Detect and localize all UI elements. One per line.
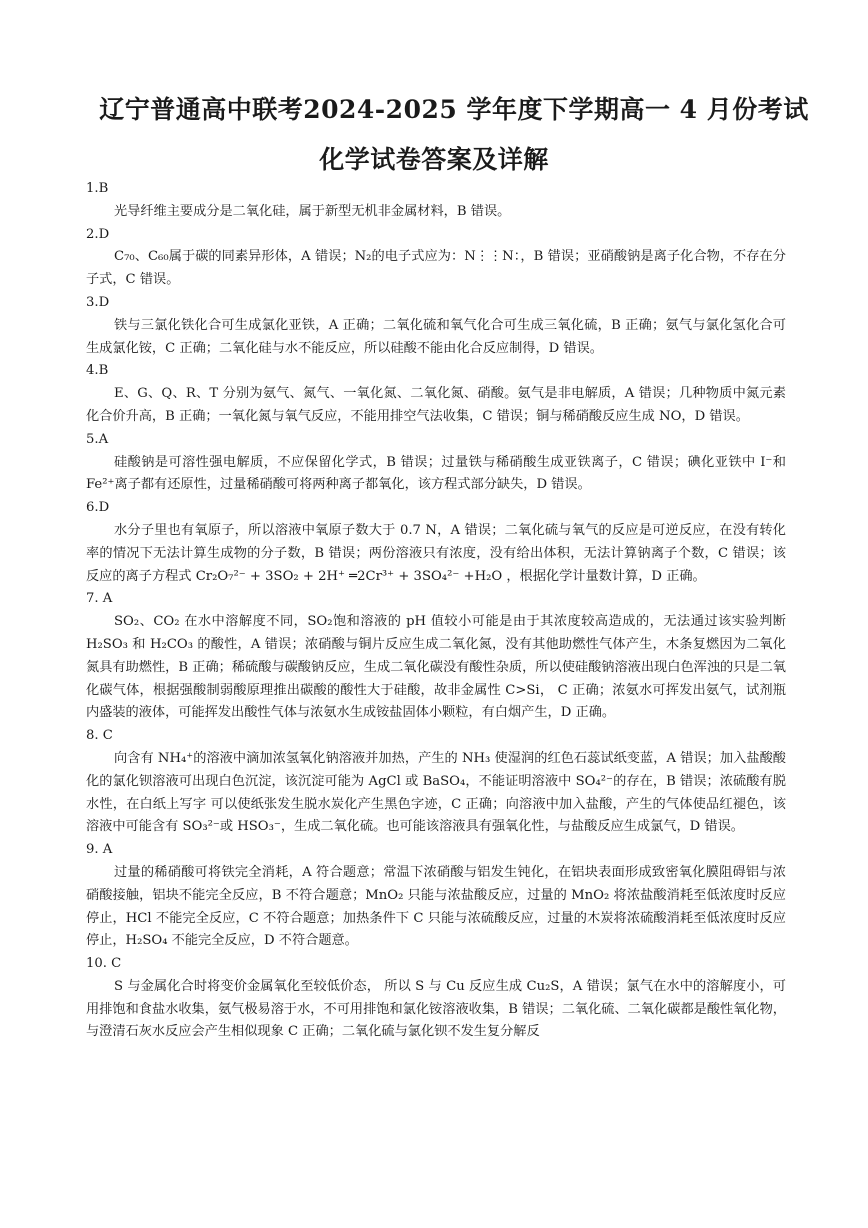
answer-item-2	[86, 224, 786, 292]
answer-number: 7. A	[86, 591, 113, 607]
answer-number: 10. C	[86, 956, 122, 972]
answer-item-7	[86, 588, 786, 725]
answer-item-4	[86, 360, 786, 428]
answer-list	[86, 178, 786, 1044]
document-subtitle: 化学试卷答案及详解	[319, 145, 549, 174]
answer-number: 9. A	[86, 842, 113, 858]
answer-number: 2.D	[86, 226, 110, 242]
answer-item-8	[86, 725, 786, 839]
answer-explanation: 硅酸钠是可溶性强电解质，不应保留化学式，B 错误；过量铁与稀硝酸生成亚铁离子，C 错误；碘化亚铁中 I⁻和 Fe²⁺离子都有还原性，过量稀硝酸可将两种离子都氧化，该方程式部分缺失，D 错误。	[86, 454, 786, 493]
answer-number: 1.B	[86, 181, 109, 196]
answer-number: 8. C	[86, 728, 113, 744]
answer-explanation: E、G、Q、R、T 分别为氨气、氮气、一氧化氮、二氧化氮、硝酸。氨气是非电解质，A 错误；几种物质中氮元素化合价升高，B 正确；一氧化氮与氧气反应，不能用排空气法收集，C 错误；铜与稀硝酸反应生成 NO，D 错误。	[86, 386, 786, 424]
answer-item-6	[86, 497, 786, 588]
answer-item-3	[86, 292, 786, 360]
answer-number: 4.B	[86, 363, 109, 379]
answer-number: 3.D	[86, 294, 110, 310]
answer-explanation: 向含有 NH₄⁺的溶液中滴加浓氢氧化钠溶液并加热，产生的 NH₃ 使湿润的红色石蕊试纸变蓝，A 错误；加入盐酸酸化的氯化钡溶液可出现白色沉淀，该沉淀可能为 AgCl 或 BaSO₄，不能证明溶液中 SO₄²⁻的存在，B 错误；浓硫酸有脱水性，在白纸上写字 可以使纸张发生脱水炭化产生黑色字迹，C 正确；向溶液中加入盐酸，产生的气体使品红褪色，该溶液中可能含有 SO₃²⁻或 HSO₃⁻，生成二氧化硫。也可能该溶液具有强氧化性，与盐酸反应生成氯气，D 错误。	[86, 750, 786, 835]
answer-item-9	[86, 839, 786, 953]
answer-explanation: SO₂、CO₂ 在水中溶解度不同，SO₂饱和溶液的 pH 值较小可能是由于其浓度较高造成的，无法通过该实验判断 H₂SO₃ 和 H₂CO₃ 的酸性，A 错误；浓硝酸与铜片反应生成二氧化氮，没有其他助燃性气体产生，木条复燃因为二氧化氮具有助燃性，B 正确；稀硫酸与碳酸钠反应，生成二氧化碳没有酸性杂质，所以使硅酸钠溶液出现白色浑浊的只是二氧化碳气体，根据强酸制弱酸原理推出碳酸的酸性大于硅酸，故非金属性 C>Si， C 正确；浓氨水可挥发出氨气，试剂瓶内盛装的液体，可能挥发出酸性气体与浓氨水生成铵盐固体小颗粒，有白烟产生，D 正确。	[86, 614, 786, 721]
answer-explanation: 过量的稀硝酸可将铁完全消耗，A 符合题意；常温下浓硝酸与铝发生钝化，在铝块表面形成致密氧化膜阻碍铝与浓硝酸接触，铝块不能完全反应，B 不符合题意；MnO₂ 只能与浓盐酸反应，过量的 MnO₂ 将浓盐酸消耗至低浓度时反应停止，HCl 不能完全反应，C 不符合题意；加热条件下 C 只能与浓硫酸反应，过量的木炭将浓硫酸消耗至低浓度时反应停止，H₂SO₄ 不能完全反应，D 不符合题意。	[86, 864, 786, 949]
answer-item-5	[86, 429, 786, 497]
answer-number: 6.D	[86, 500, 110, 516]
answer-number: 5.A	[86, 431, 109, 447]
answer-explanation: 铁与三氯化铁化合可生成氯化亚铁，A 正确；二氧化硫和氧气化合可生成三氧化硫，B 正确；氨气与氯化氢化合可生成氯化铵，C 正确；二氧化硅与水不能反应，所以硅酸不能由化合反应制得，D 错误。	[86, 317, 786, 356]
document-title: 辽宁普通高中联考2024-2025 学年度下学期高一 4 月份考试	[99, 95, 809, 124]
answer-item-1	[86, 178, 786, 224]
answer-item-10	[86, 953, 786, 1044]
answer-explanation: 光导纤维主要成分是二氧化硅，属于新型无机非金属材料，B 错误。	[114, 203, 511, 219]
answer-explanation: S 与金属化合时将变价金属氧化至较低价态， 所以 S 与 Cu 反应生成 Cu₂S，A 错误；氯气在水中的溶解度小，可用排饱和食盐水收集，氨气极易溶于水，不可用排饱和氯化铵溶液收集，B 错误；二氧化硫、二氧化碳都是酸性氧化物，与澄清石灰水反应会产生相似现象 C 正确；二氧化硫与氯化钡不发生复分解反	[86, 978, 786, 1040]
answer-explanation: C₇₀、C₆₀属于碳的同素异形体，A 错误；N₂的电子式应为：N⋮⋮N：，B 错误；亚硝酸钠是离子化合物，不存在分子式，C 错误。	[86, 249, 786, 288]
answer-explanation: 水分子里也有氧原子，所以溶液中氧原子数大于 0.7 N，A 错误；二氧化硫与氧气的反应是可逆反应，在没有转化率的情况下无法计算生成物的分子数，B 错误；两份溶液只有浓度，没有给出体积，无法计算钠离子个数，C 错误；该反应的离子方程式 Cr₂O₇²⁻ + 3SO₂ + 2H⁺ ═2Cr³⁺ + 3SO₄²⁻ +H₂O ，根据化学计量数计算，D 正确。	[86, 522, 786, 584]
